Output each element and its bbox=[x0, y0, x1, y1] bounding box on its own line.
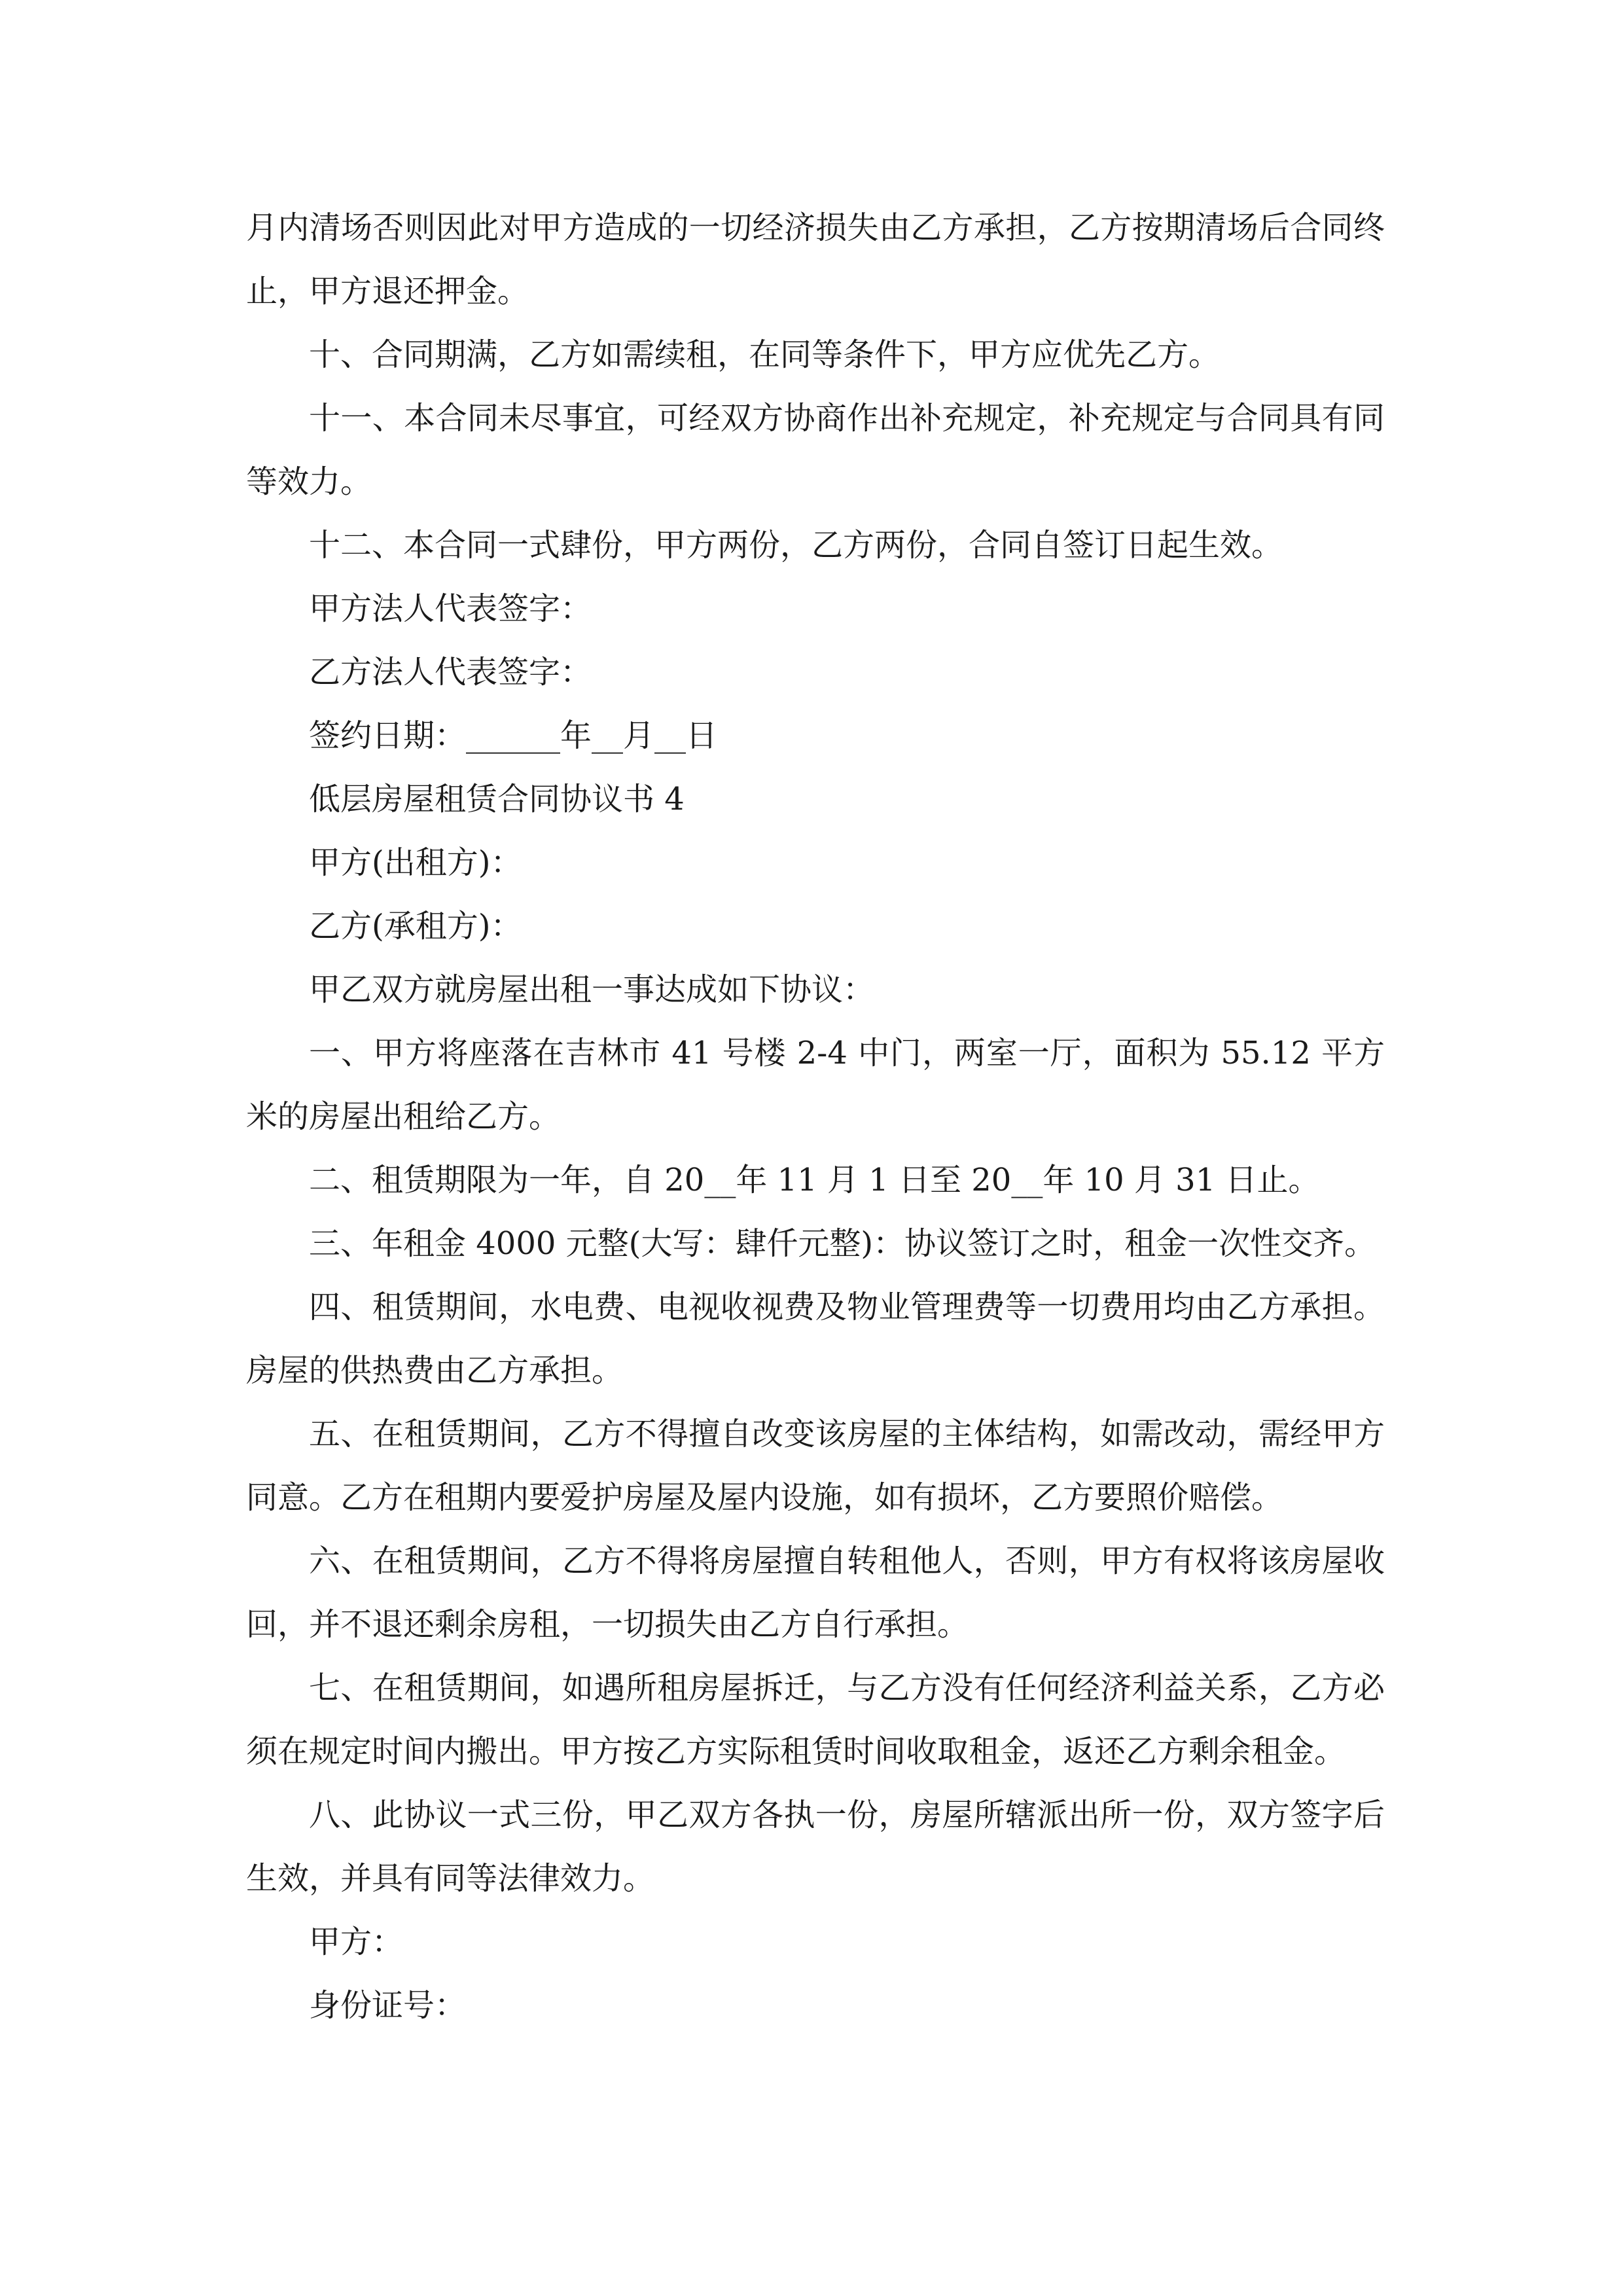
document-body bbox=[246, 196, 1385, 2037]
paragraph-continuation: 月内清场否则因此对甲方造成的一切经济损失由乙方承担，乙方按期清场后合同终止，甲方退还押金。 bbox=[246, 209, 1385, 310]
clause-12: 十二、本合同一式肆份，甲方两份，乙方两份，合同自签订日起生效。 bbox=[309, 527, 1283, 564]
contract-title: 低层房屋租赁合同协议书 4 bbox=[309, 781, 685, 817]
clause-11: 十一、本合同未尽事宜，可经双方协商作出补充规定，补充规定与合同具有同等效力。 bbox=[246, 400, 1385, 500]
clause-5: 五、在租赁期间，乙方不得擅自改变该房屋的主体结构，如需改动，需经甲方同意。乙方在租期内要爱护房屋及屋内设施，如有损坏，乙方要照价赔偿。 bbox=[246, 1416, 1385, 1516]
agreement-intro: 甲乙双方就房屋出租一事达成如下协议： bbox=[309, 971, 875, 1008]
clause-2: 二、租赁期限为一年，自 20__年 11 月 1 日至 20__年 10 月 31 日止。 bbox=[309, 1162, 1320, 1198]
lessor-line: 甲方(出租方)： bbox=[309, 844, 522, 881]
clause-3: 三、年租金 4000 元整(大写：肆仟元整)：协议签订之时，租金一次性交齐。 bbox=[309, 1225, 1376, 1262]
clause-4: 四、租赁期间，水电费、电视收视费及物业管理费等一切费用均由乙方承担。房屋的供热费由乙方承担。 bbox=[246, 1289, 1385, 1389]
signing-date-line: 签约日期：______年__月__日 bbox=[309, 717, 718, 754]
clause-1: 一、甲方将座落在吉林市 41 号楼 2-4 中门，两室一厅，面积为 55.12 平方米的房屋出租给乙方。 bbox=[246, 1035, 1385, 1135]
clause-10: 十、合同期满，乙方如需续租，在同等条件下，甲方应优先乙方。 bbox=[309, 336, 1221, 373]
clause-7: 七、在租赁期间，如遇所租房屋拆迁，与乙方没有任何经济利益关系，乙方必须在规定时间内搬出。甲方按乙方实际租赁时间收取租金，返还乙方剩余租金。 bbox=[246, 1670, 1385, 1770]
lessee-line: 乙方(承租方)： bbox=[309, 908, 522, 944]
clause-8: 八、此协议一式三份，甲乙双方各执一份，房屋所辖派出所一份，双方签字后生效，并具有同等法律效力。 bbox=[246, 1797, 1385, 1897]
party-b-signature-line: 乙方法人代表签字： bbox=[309, 654, 592, 691]
party-a-signature-line: 甲方法人代表签字： bbox=[309, 590, 592, 627]
id-number-line: 身份证号： bbox=[309, 1987, 467, 2024]
party-a-line: 甲方： bbox=[309, 1924, 404, 1960]
clause-6: 六、在租赁期间，乙方不得将房屋擅自转租他人，否则，甲方有权将该房屋收回，并不退还剩余房租，一切损失由乙方自行承担。 bbox=[246, 1543, 1385, 1643]
